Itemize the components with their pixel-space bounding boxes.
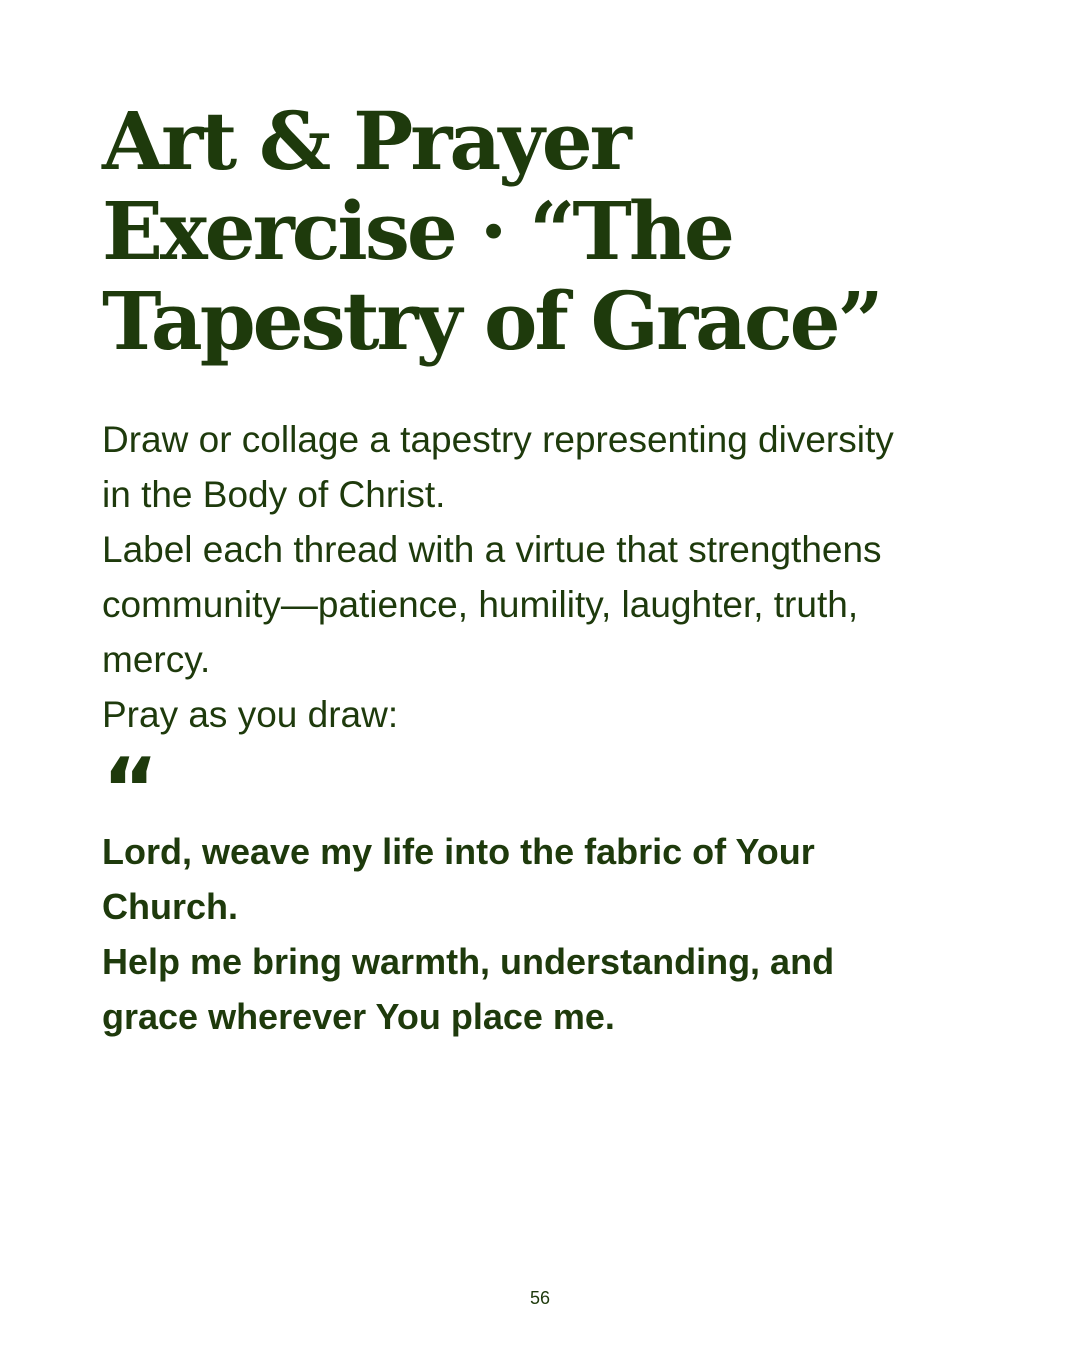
instructions-line: Pray as you draw: [102, 694, 399, 735]
instructions-paragraph [102, 412, 982, 742]
quote-mark-icon: “ [102, 740, 159, 840]
instructions-line: Label each thread with a virtue that strengthens [102, 529, 882, 570]
page-number: 56 [529, 1288, 551, 1308]
instructions-line: Draw or collage a tapestry representing diversity [102, 419, 894, 460]
prayer-line: Help me bring warmth, understanding, and [102, 941, 835, 982]
instructions-line: mercy. [102, 639, 211, 680]
instructions-line: community—patience, humility, laughter, truth, [102, 584, 859, 625]
prayer-line: grace wherever You place me. [102, 996, 615, 1037]
title-line: Exercise · “The [102, 184, 732, 278]
prayer-line: Lord, weave my life into the fabric of Your [102, 831, 815, 872]
title-line: Tapestry of Grace” [102, 274, 881, 368]
prayer-quote [102, 824, 982, 1044]
title-line: Art & Prayer [102, 94, 629, 188]
page-title [102, 96, 1002, 366]
prayer-line: Church. [102, 886, 239, 927]
instructions-line: in the Body of Christ. [102, 474, 446, 515]
